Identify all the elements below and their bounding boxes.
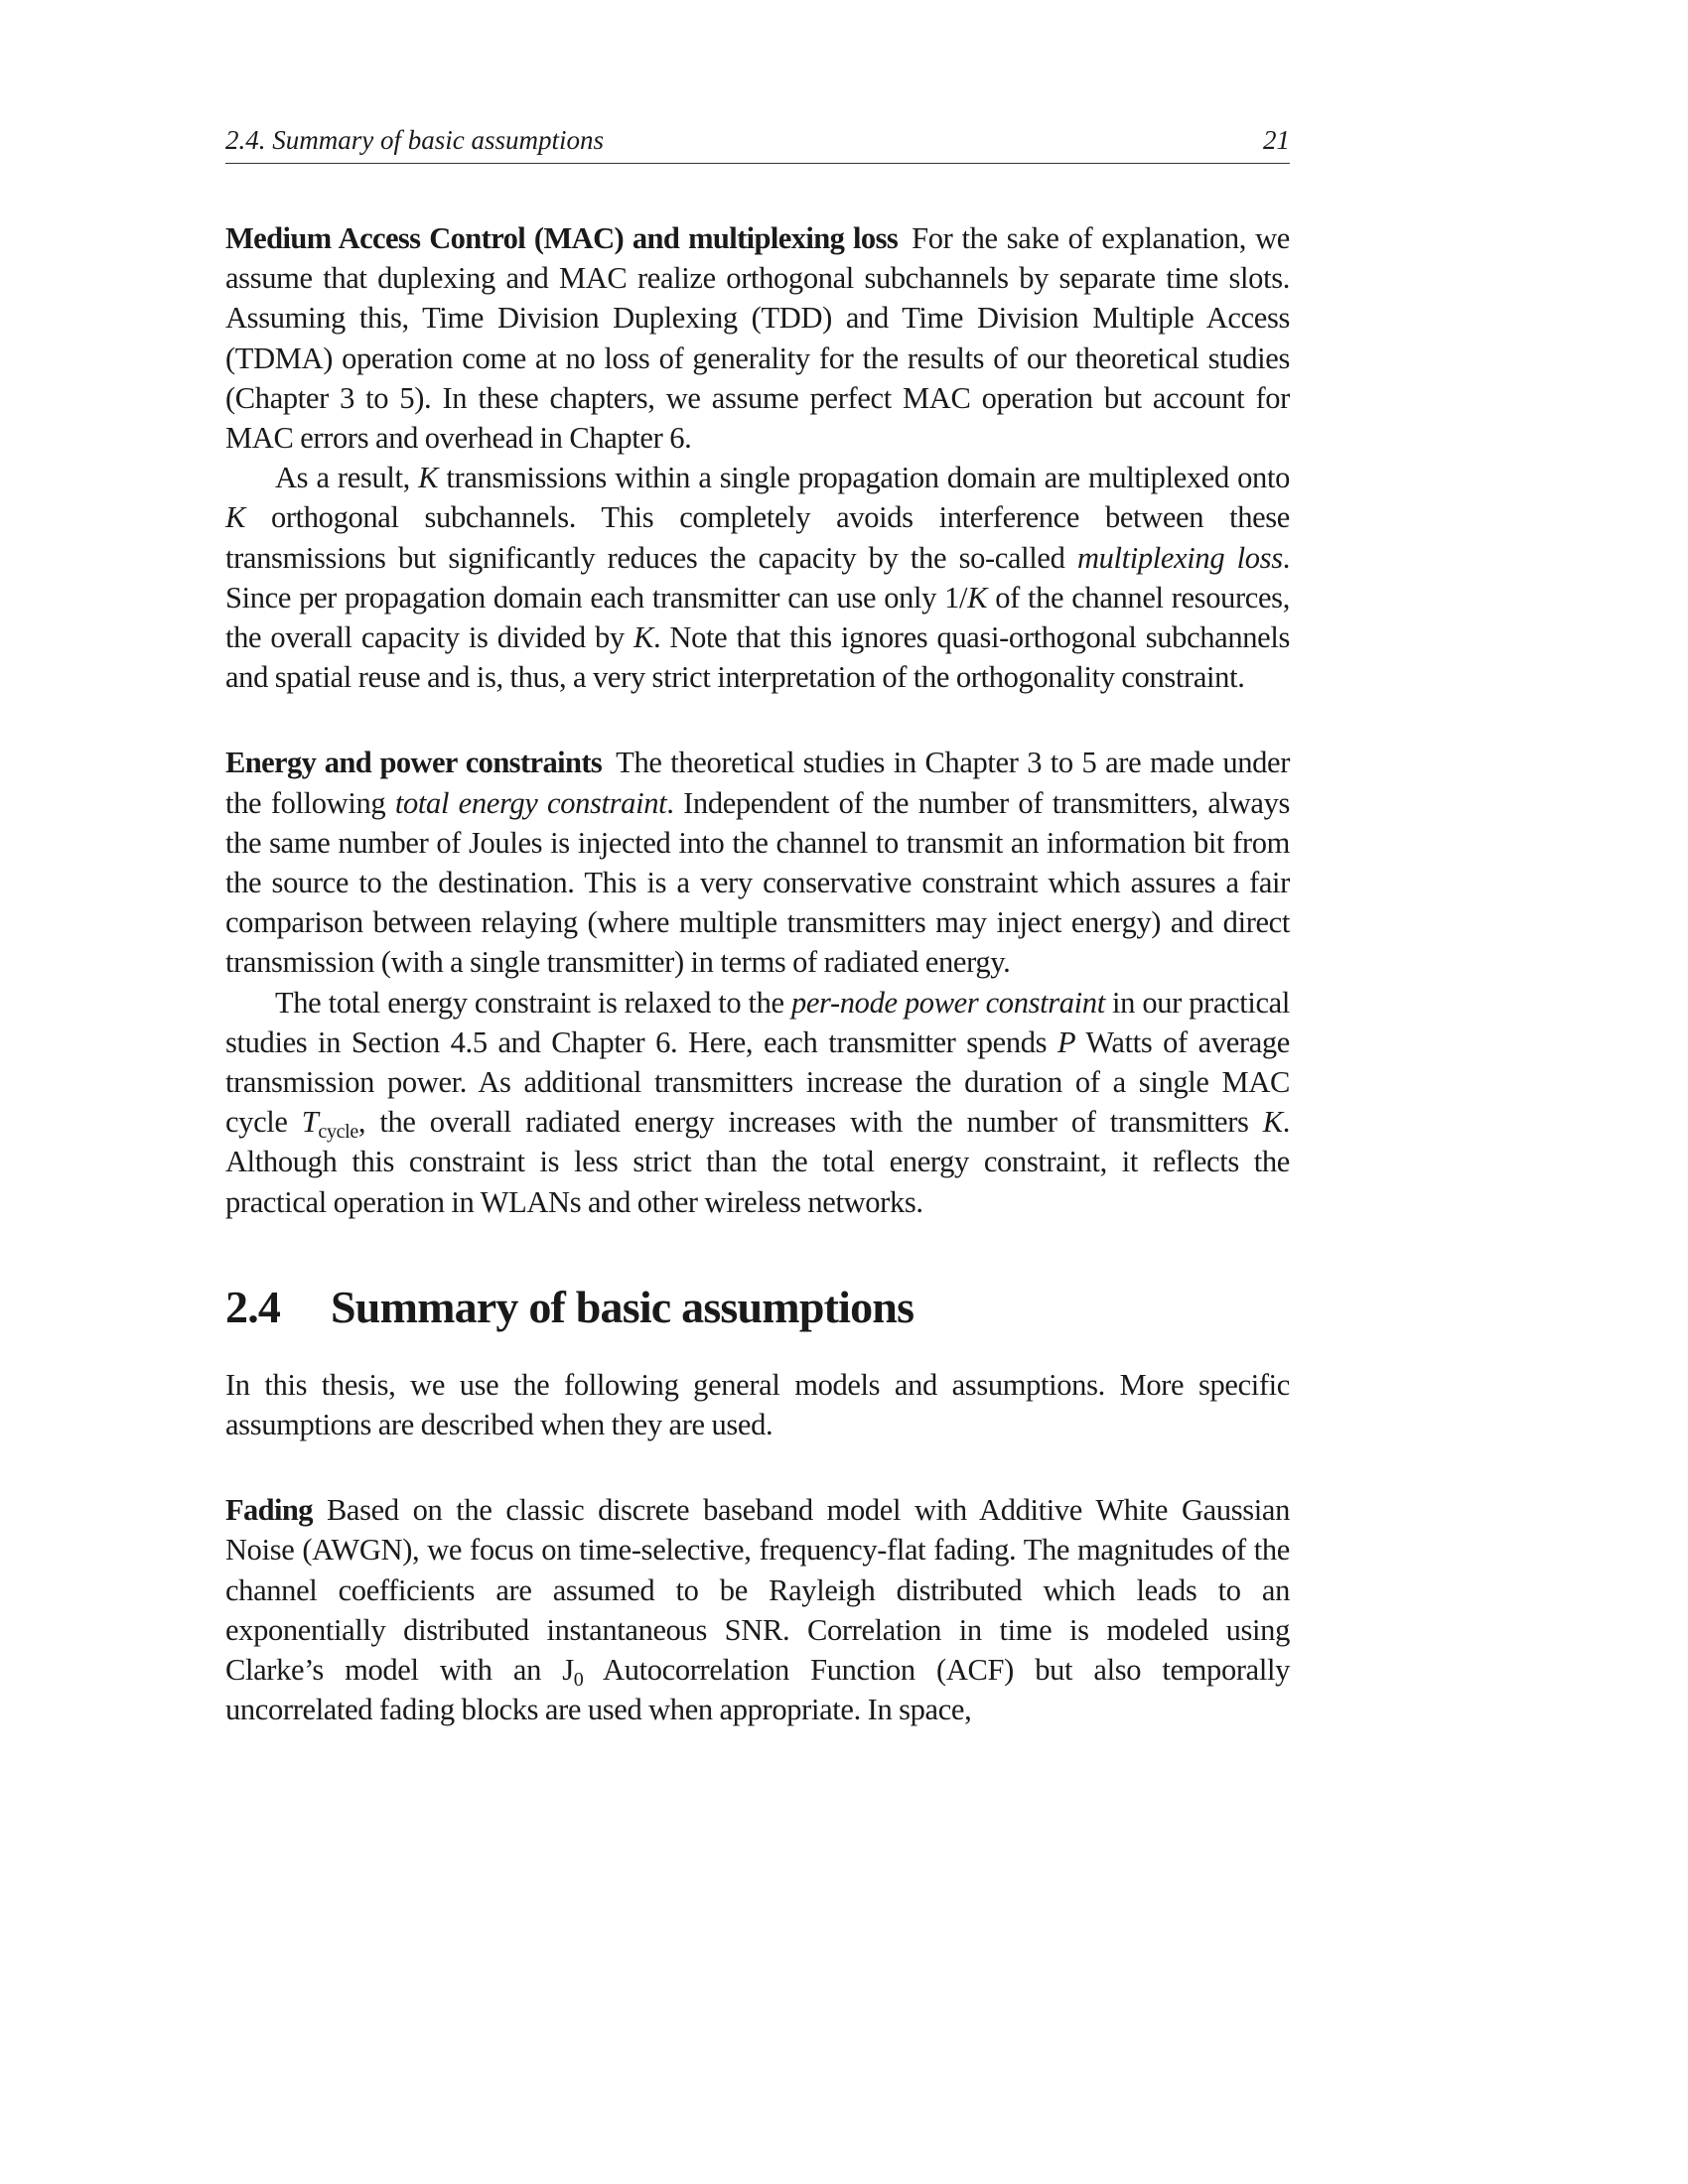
spacer [225,1444,1290,1490]
energy-paragraph-2: The total energy constraint is relaxed to the per-node power constraint in our practical studies in Section 4.5 and Chapter 6. Here, each transmitter spends P Watts of average transmission power. As additional transmitters increase the duration of a single MAC cycle $T_{cycle}$, the overall radiated energy increases with the number of transmitters K. Although this constraint is less strict than the total energy constraint, it reflects the practical operation in WLANs and other wireless networks. [225,985,1290,1219]
page-body [225,218,1290,1730]
emphasis-term: per-node power constraint [790,985,1105,1020]
math-k: K [418,461,439,495]
mac-heading: Medium Access Control (MAC) and multiplexing loss [225,221,899,255]
math-k: K [225,500,245,535]
summary-intro: In this thesis, we use the following general models and assumptions. More specific assumptions are described when they are used. [225,1367,1290,1442]
spacer [225,1222,1290,1280]
mac-paragraph-1: Medium Access Control (MAC) and multiplexing loss For the sake of explanation, we assume that duplexing and MAC realize orthogonal subchannels by separate time slots. Assuming this, Time Division Duplexing (TDD) and Time Division Multiple Access (TDMA) operation come at no loss of generality for the results of our theoretical studies (Chapter 3 to 5). In these chapters, we assume perfect MAC operation but account for MAC errors and overhead in Chapter 6. [225,221,1290,456]
fading-paragraph: Fading Based on the classic discrete baseband model with Additive White Gaussian Noise (AWGN), we focus on time-selective, frequency-flat fading. The magnitudes of the channel coefficients are assumed to be Rayleigh distributed which leads to an exponentially distributed instantaneous SNR. Correlation in time is modeled using Clarke’s model with an $J_0$ Autocorrelation Function (ACF) but also temporally uncorrelated fading blocks are used when appropriate. In space, [225,1493,1290,1727]
emphasis-term: total energy constraint [394,785,667,820]
math-p: P [1056,1024,1076,1059]
energy-heading: Energy and power constraints [225,746,603,780]
mac-paragraph-2: As a result, K transmissions within a single propagation domain are multiplexed onto K orthogonal subchannels. This completely avoids interference between these transmissions but significantly reduces the capacity by the so-called multiplexing loss. Since per propagation domain each transmitter can use only 1/K of the channel resources, the overall capacity is divided by K. Note that this ignores quasi-orthogonal subchannels and spatial reuse and is, thus, a very strict interpretation of the orthogonality constraint. [225,461,1291,695]
section-heading [225,1280,1290,1335]
spacer [225,1335,1290,1365]
section-title: Summary of basic assumptions [331,1281,914,1332]
running-header [225,123,1290,164]
math-k: K [967,580,988,614]
math-t-cycle: $T_{cycle}$ [301,1105,358,1144]
emphasis-term: multiplexing loss [1076,540,1283,575]
page-number: 21 [1263,125,1290,155]
math-subscript: 0 [573,1669,584,1692]
section-number: 2.4 [225,1281,281,1332]
energy-paragraph-1: Energy and power constraints The theoretical studies in Chapter 3 to 5 are made under the following total energy constraint. Independent of the number of transmitters, always the same number of Joules is injected into the channel to transmit an information bit from the source to the destination. This is a very conservative constraint which assures a fair comparison between relaying (where multiple transmitters may inject energy) and direct transmission (with a single transmitter) in terms of radiated energy. [225,746,1291,980]
spacer [225,697,1290,743]
math-k: K [1262,1105,1283,1140]
running-title: 2.4. Summary of basic assumptions [225,125,605,155]
fading-heading: Fading [225,1493,313,1528]
math-k: K [633,620,653,655]
